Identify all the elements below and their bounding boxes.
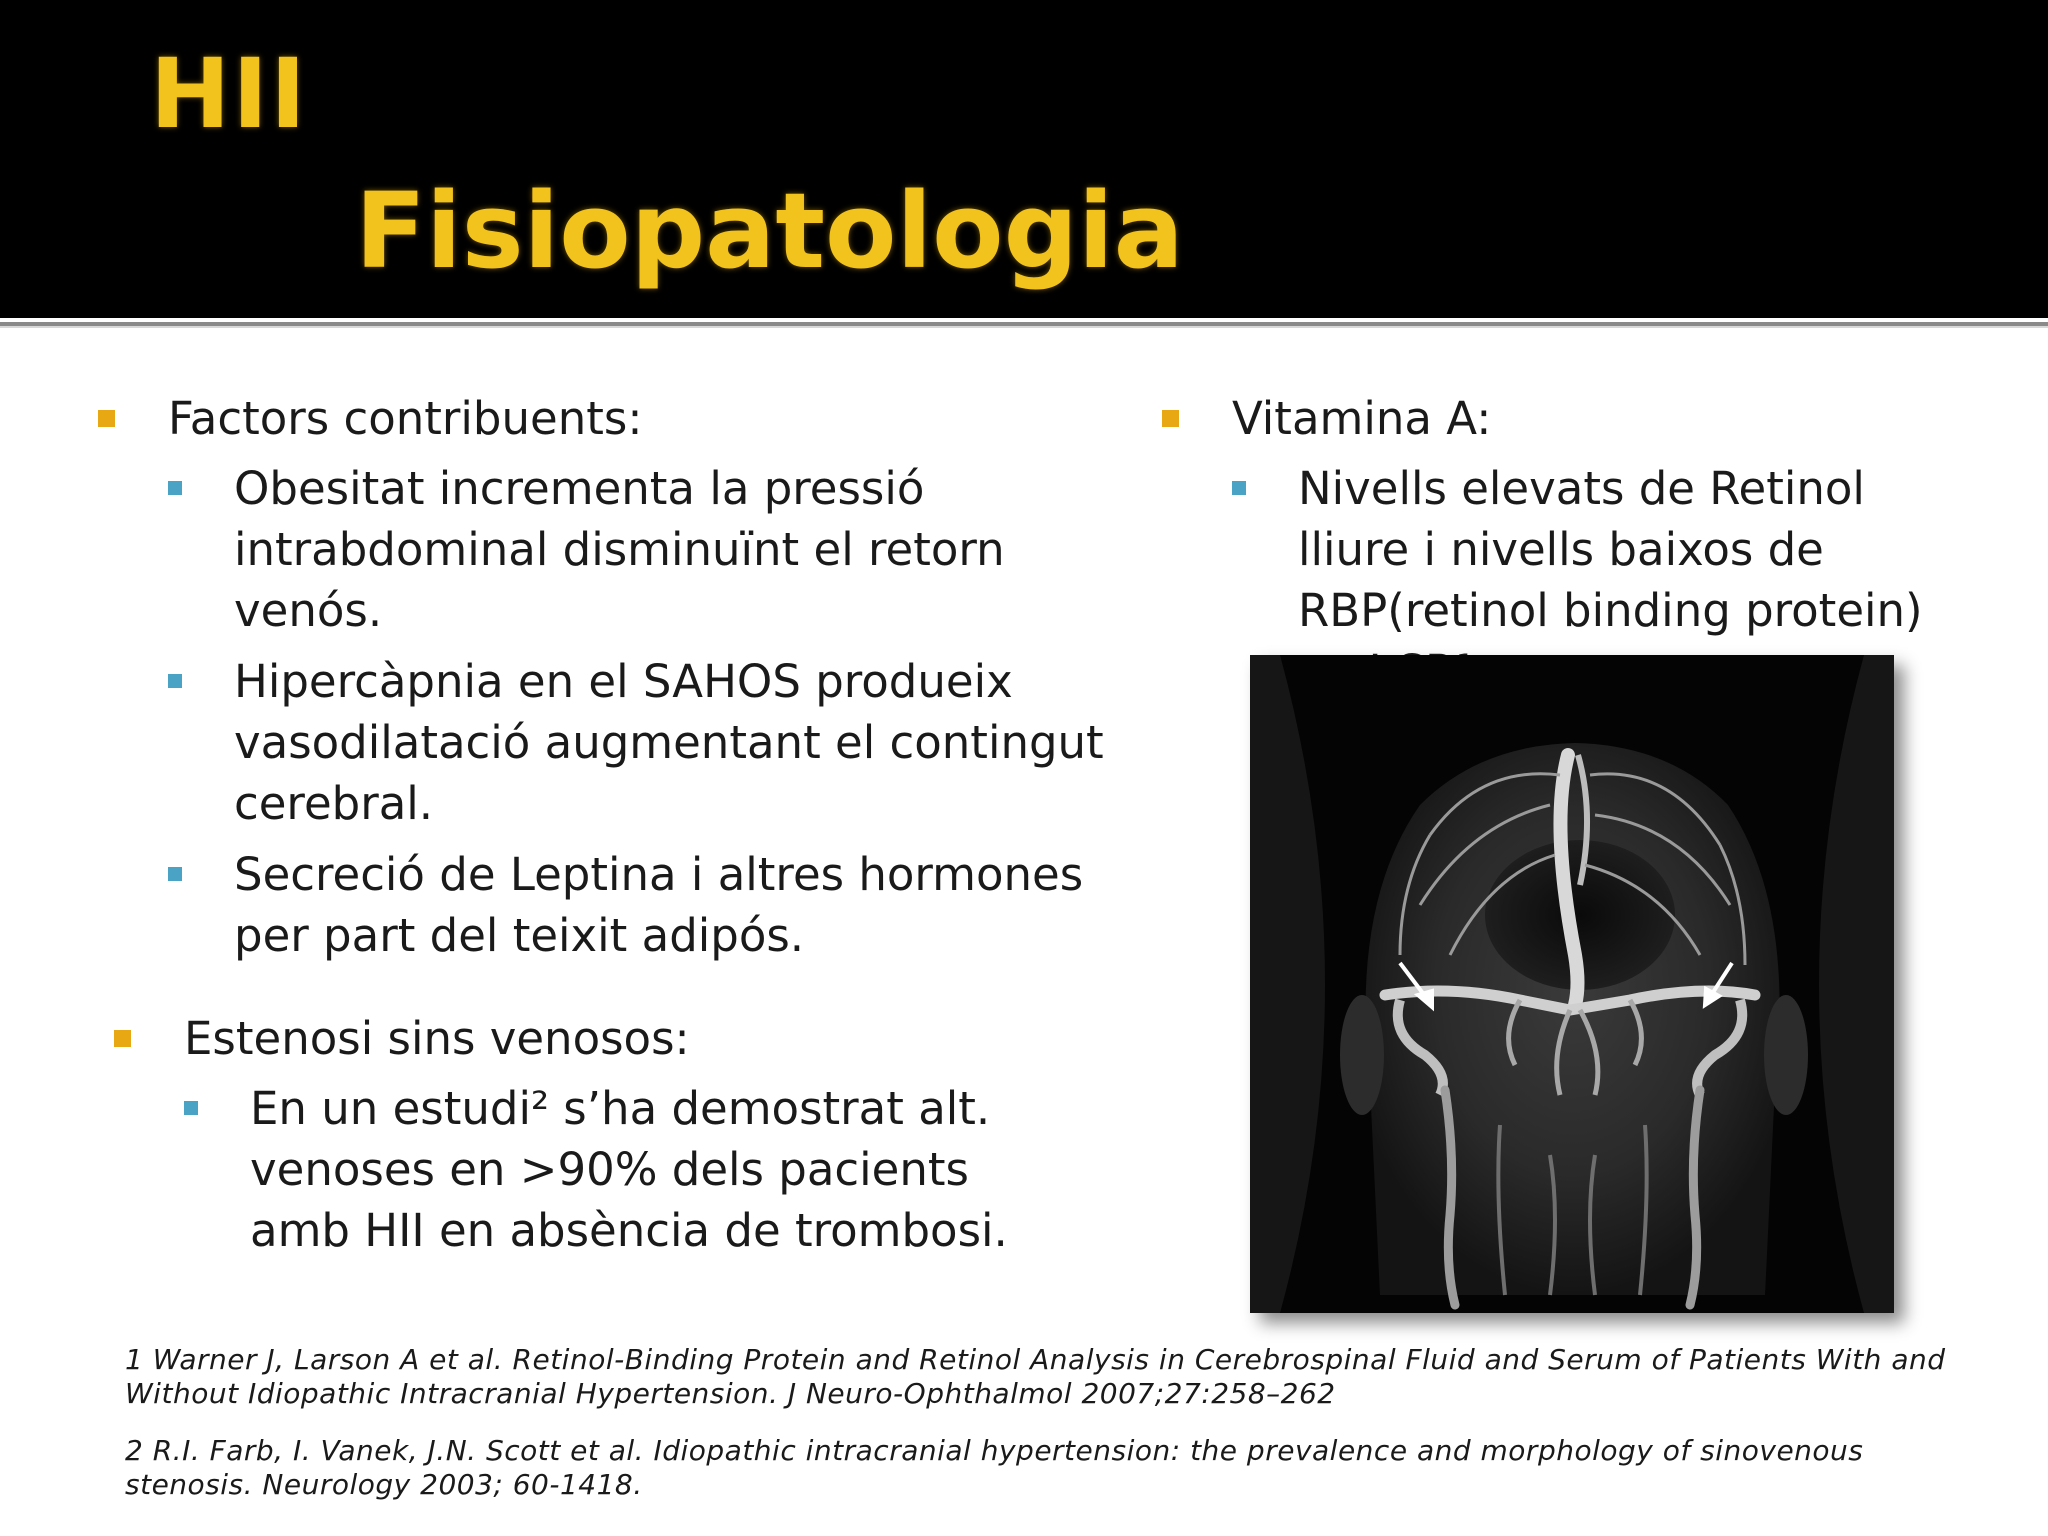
reference-2: 2 R.I. Farb, I. Vanek, J.N. Scott et al. Idiopathic intracranial hypertension: the prevalence and morphology of sinovenous stenosis. Neurology 2003; 60-1418. — [125, 1434, 1864, 1501]
list-item-factors — [98, 390, 1138, 448]
list-item — [168, 844, 1138, 966]
item-text: Hipercàpnia en el SAHOS produeix vasodilatació augmentant el contingut cerebral. — [234, 655, 1104, 830]
bullet-square-icon — [168, 867, 182, 881]
slide-header — [0, 0, 2048, 318]
left-column — [98, 390, 1138, 966]
item-text: En un estudi² s’ha demostrat alt. venoses en >90% dels pacients amb HII en absència de trombosi. — [250, 1082, 1008, 1257]
item-text: Secreció de Leptina i altres hormones per part del teixit adipós. — [234, 848, 1084, 962]
item-text: Nivells elevats de Retinol lliure i nivells baixos de RBP(retinol binding protein) — [1298, 462, 1923, 637]
sublist-factors — [168, 458, 1138, 966]
list-item-vitamina — [1162, 390, 1962, 448]
bullet-square-icon — [1162, 410, 1179, 427]
item-text: Obesitat incrementa la pressió intrabdominal disminuïnt el retorn venós. — [234, 462, 1005, 637]
bullet-square-icon — [168, 674, 182, 688]
heading-estenosi: Estenosi sins venosos: — [184, 1012, 690, 1065]
bullet-square-icon — [1232, 481, 1246, 495]
bullet-square-icon — [114, 1030, 131, 1047]
mri-venogram-icon — [1250, 655, 1894, 1313]
sublist-estenosi — [184, 1078, 1034, 1261]
bullet-square-icon — [184, 1101, 198, 1115]
list-item — [184, 1078, 1034, 1261]
mri-venogram-image — [1250, 655, 1894, 1313]
heading-factors: Factors contribuents: — [168, 392, 643, 445]
heading-vitamina: Vitamina A: — [1232, 392, 1492, 445]
slide-subtitle: Fisiopatologia — [355, 170, 1184, 292]
reference-1: 1 Warner J, Larson A et al. Retinol-Binding Protein and Retinol Analysis in Cerebrospinal Fluid and Serum of Patients With and Without Idiopathic Intracranial Hypertension. J Neuro-Ophthalmol 2007;27:258–262 — [125, 1343, 1946, 1410]
bullet-square-icon — [98, 410, 115, 427]
list-item — [168, 458, 1138, 641]
slide-title: HII — [150, 38, 308, 150]
list-item-estenosi — [114, 1010, 1034, 1068]
header-divider — [0, 318, 2048, 334]
bullet-square-icon — [168, 481, 182, 495]
list-item — [168, 651, 1138, 834]
left-column-lower — [114, 1010, 1034, 1261]
